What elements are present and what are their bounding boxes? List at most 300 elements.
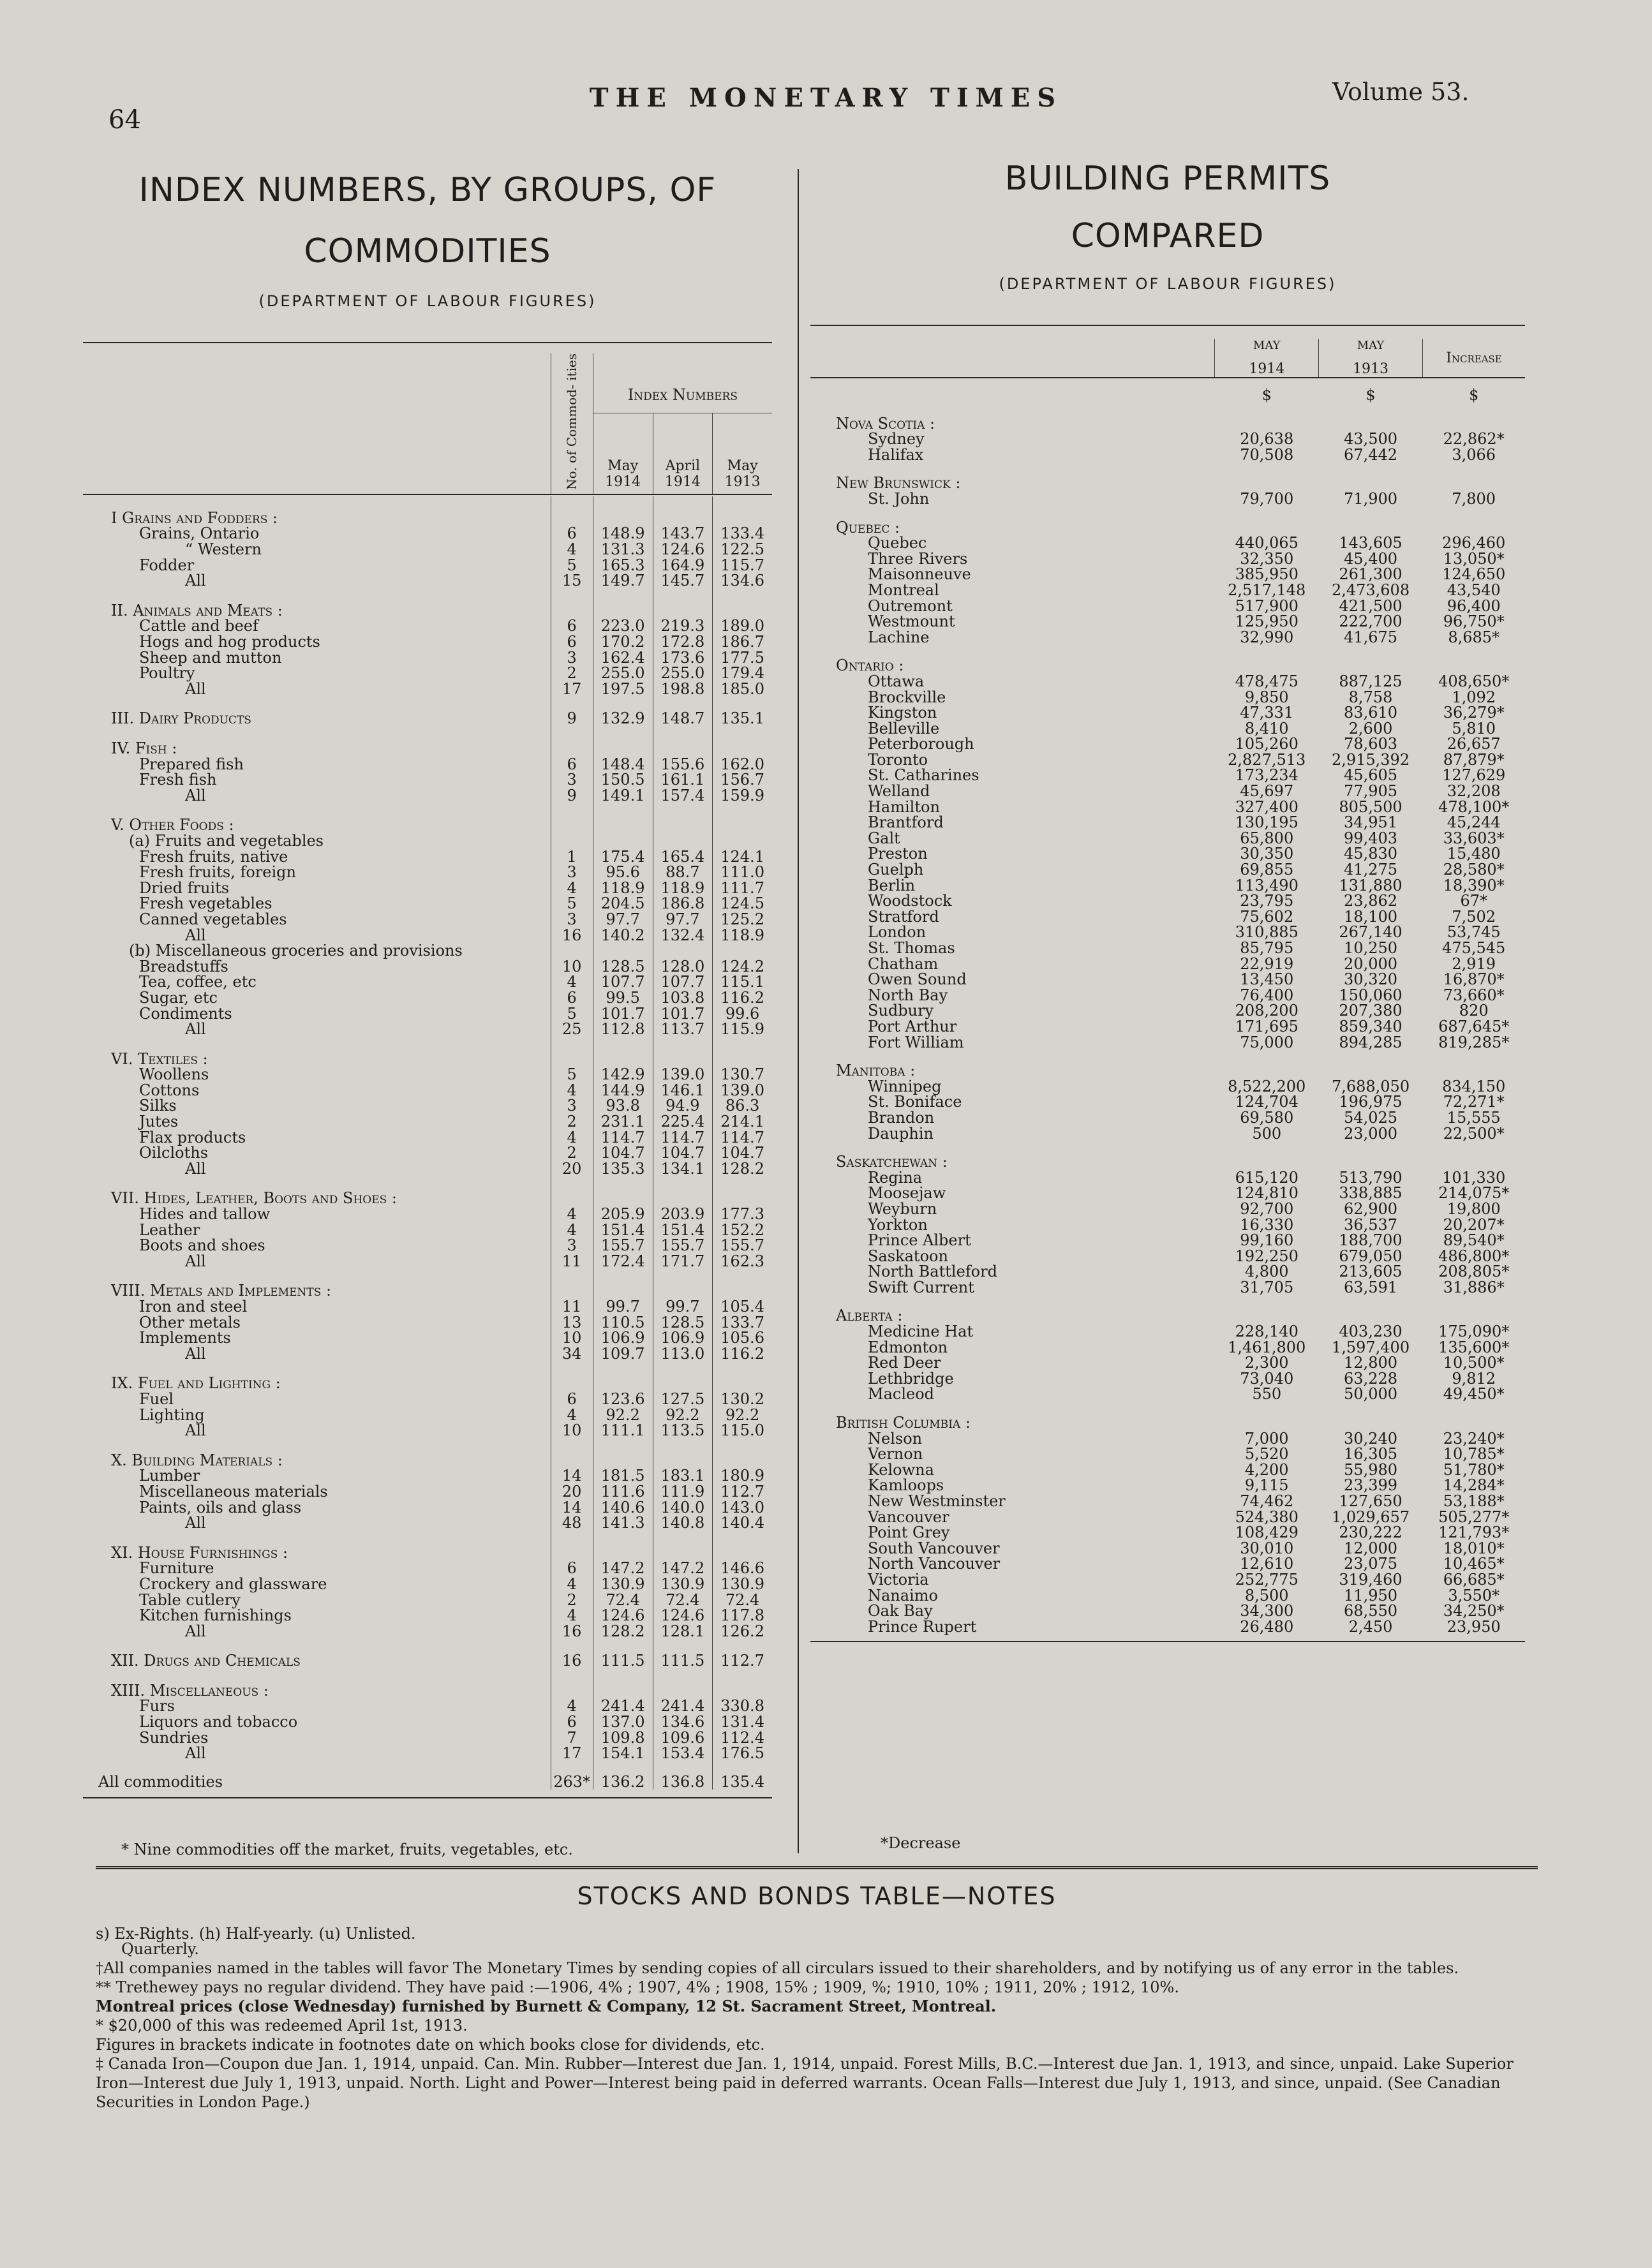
- index-row-may1914: 165.3: [593, 558, 653, 574]
- index-row-april1914: 130.9: [653, 1576, 713, 1592]
- index-row-name: All: [185, 1421, 206, 1440]
- permit-row-name: Maisonneuve: [868, 565, 971, 584]
- index-row-name: Boots and shoes: [139, 1236, 265, 1255]
- permit-row-may1913: 18,100: [1344, 907, 1398, 926]
- index-row-may1913: 152.2: [720, 1220, 764, 1239]
- permit-row-increase: 10,500*: [1443, 1354, 1505, 1372]
- index-row-may1914: 93.8: [593, 1098, 653, 1114]
- permit-row-increase: 408,650*: [1438, 672, 1510, 690]
- permit-row-increase: 36,279*: [1443, 704, 1505, 722]
- index-row-april1914: [653, 1269, 713, 1299]
- index-row-name: Prepared fish: [139, 755, 244, 773]
- permit-row-name: Stratford: [868, 907, 939, 926]
- index-row-april1914: 113.5: [653, 1423, 713, 1439]
- index-row-april1914: 241.4: [653, 1698, 713, 1714]
- index-row-name: All commodities: [98, 1772, 223, 1791]
- permit-row-may1914: 252,775: [1235, 1570, 1299, 1589]
- index-row-april1914: 225.4: [653, 1114, 713, 1130]
- permit-row-may1914: 171,695: [1235, 1017, 1299, 1035]
- permit-row-increase: 15,480: [1447, 845, 1501, 863]
- index-row-may1914: 132.9: [593, 697, 653, 727]
- permit-row-may1914: [1215, 1141, 1319, 1170]
- index-row-may1914: 147.2: [593, 1560, 653, 1576]
- permit-row-may1913: 267,140: [1339, 923, 1403, 942]
- permit-row-increase: [1422, 1141, 1525, 1170]
- permit-row-increase: 3,066: [1452, 445, 1496, 464]
- permit-row-name: Montreal: [868, 581, 939, 599]
- permits-footnote: *Decrease: [881, 1834, 961, 1852]
- index-row-may1913: 186.7: [720, 633, 764, 651]
- city-row: [810, 1019, 1525, 1035]
- index-row-april1914: 111.5: [653, 1639, 713, 1669]
- permit-row-name: Quebec :: [836, 518, 900, 537]
- index-row-may1913: 134.6: [720, 572, 764, 590]
- index-row-name: Lumber: [139, 1467, 200, 1485]
- index-footnote: * Nine commodities off the market, fruits, vegetables, etc.: [121, 1841, 573, 1858]
- index-row-april1914: [653, 803, 713, 833]
- city-row: [810, 1249, 1525, 1264]
- city-row: [810, 862, 1525, 878]
- index-row: [83, 1083, 772, 1099]
- permit-row-may1913: 188,700: [1339, 1231, 1403, 1250]
- permit-row-may1913: 23,399: [1344, 1476, 1398, 1495]
- permits-head-may1914: MAY 1914: [1215, 339, 1319, 378]
- permit-row-may1913: [1319, 403, 1423, 432]
- index-row: [83, 880, 772, 896]
- permit-row-increase: 208,805*: [1438, 1263, 1510, 1281]
- permit-row-may1914: [1215, 463, 1319, 491]
- city-row: [810, 431, 1525, 447]
- permit-row-may1913: 50,000: [1344, 1385, 1398, 1404]
- index-row-name: Sheep and mutton: [139, 648, 282, 667]
- permit-row-may1913: 62,900: [1344, 1199, 1398, 1218]
- index-row: [83, 1592, 772, 1608]
- note-line: * $20,000 of this was redeemed April 1st, 1913.: [96, 2017, 468, 2035]
- index-row-may1914: 223.0: [593, 618, 653, 634]
- province-row: [810, 1295, 1525, 1324]
- permit-row-increase: 16,870*: [1443, 970, 1505, 989]
- index-row: [83, 1346, 772, 1362]
- city-row: [810, 1035, 1525, 1051]
- index-subtitle: (DEPARTMENT OF LABOUR FIGURES): [258, 292, 597, 310]
- city-row: [810, 752, 1525, 768]
- permit-row-may1913: 11,950: [1344, 1586, 1398, 1605]
- index-row-count: [551, 1439, 593, 1469]
- permit-row-may1914: 13,450: [1240, 970, 1294, 989]
- index-row-may1914: [593, 833, 653, 849]
- city-row: [810, 1185, 1525, 1201]
- permit-row-increase: 72,271*: [1443, 1093, 1505, 1111]
- city-row: [810, 815, 1525, 831]
- index-row-may1913: 124.2: [720, 957, 764, 975]
- index-row-count: [551, 803, 593, 833]
- index-row-may1913: 146.6: [720, 1559, 764, 1578]
- index-row-april1914: 72.4: [653, 1592, 713, 1608]
- volume-label: Volume 53.: [1332, 78, 1470, 106]
- index-row-count: 11: [551, 1254, 593, 1270]
- index-row: [83, 665, 772, 681]
- index-row: [83, 1037, 772, 1067]
- city-row: [810, 1588, 1525, 1604]
- permit-row-may1913: [1319, 507, 1423, 536]
- permit-row-name: Halifax: [868, 445, 924, 464]
- index-row: [83, 1639, 772, 1669]
- index-row: [83, 1206, 772, 1222]
- permit-row-may1913: [1319, 1402, 1423, 1431]
- index-row-name: “ Western: [185, 540, 262, 559]
- permit-row-increase: 89,540*: [1443, 1231, 1505, 1250]
- permit-row-name: Alberta :: [836, 1307, 903, 1325]
- index-row-name: Miscellaneous materials: [139, 1482, 328, 1501]
- permit-row-name: South Vancouver: [868, 1539, 1000, 1557]
- index-row-name: Dried fruits: [139, 878, 230, 897]
- index-row-count: 4: [551, 974, 593, 990]
- province-row: [810, 507, 1525, 536]
- permit-row-increase: 20,207*: [1443, 1215, 1505, 1234]
- permit-row-increase: 34,250*: [1443, 1602, 1505, 1620]
- index-row-count: 6: [551, 1560, 593, 1576]
- permit-row-increase: 51,780*: [1443, 1460, 1505, 1479]
- currency-sign: $: [1469, 386, 1479, 404]
- permit-row-may1913: 513,790: [1339, 1168, 1403, 1187]
- permit-row-name: Preston: [868, 845, 928, 863]
- permit-row-increase: 26,657: [1447, 735, 1501, 753]
- index-row: [83, 974, 772, 990]
- index-row-may1913: 111.0: [720, 863, 764, 882]
- permit-row-increase: 23,240*: [1443, 1429, 1505, 1448]
- index-numbers-section: [83, 159, 772, 1834]
- index-row: [83, 788, 772, 804]
- index-row-may1913: 116.2: [720, 1344, 764, 1363]
- index-row-name: Fresh fruits, native: [139, 847, 288, 866]
- permit-row-may1913: 230,222: [1339, 1523, 1403, 1542]
- city-row: [810, 767, 1525, 783]
- city-row: [810, 1170, 1525, 1186]
- index-head-april1914: April 1914: [653, 413, 713, 494]
- permit-row-may1914: 440,065: [1235, 534, 1299, 552]
- city-row: [810, 1233, 1525, 1249]
- permit-row-may1913: 859,340: [1339, 1017, 1403, 1035]
- city-row: [810, 447, 1525, 463]
- permit-row-may1913: 887,125: [1339, 672, 1403, 690]
- index-row-may1914: 112.8: [593, 1021, 653, 1037]
- permits-table: [810, 339, 1525, 1634]
- index-row-name: Iron and steel: [139, 1298, 248, 1316]
- permit-row-may1913: 78,603: [1344, 735, 1398, 753]
- index-row-may1914: 123.6: [593, 1391, 653, 1407]
- index-row-may1914: 124.6: [593, 1608, 653, 1624]
- index-row: [83, 959, 772, 975]
- index-row-name: I Grains and Fodders :: [111, 508, 278, 527]
- permit-row-name: Ontario :: [836, 656, 904, 675]
- index-row-april1914: 88.7: [653, 864, 713, 880]
- permit-row-name: Yorkton: [868, 1215, 928, 1234]
- index-row-name: Liquors and tobacco: [139, 1713, 298, 1731]
- permit-row-increase: 32,208: [1447, 782, 1501, 801]
- index-row-may1914: 99.7: [593, 1299, 653, 1315]
- index-row-may1914: 141.3: [593, 1515, 653, 1531]
- permit-row-may1914: 105,260: [1235, 735, 1299, 753]
- index-title-line1: INDEX NUMBERS, BY GROUPS, OF: [138, 171, 717, 209]
- index-row-april1914: 134.6: [653, 1714, 713, 1730]
- permit-row-increase: 9,812: [1452, 1369, 1496, 1388]
- index-row-may1914: [593, 1176, 653, 1206]
- index-row-count: [551, 1669, 593, 1699]
- index-row-count: [551, 1176, 593, 1206]
- index-row-name: XI. House Furnishings :: [111, 1543, 288, 1562]
- index-row-april1914: 255.0: [653, 665, 713, 681]
- index-row-may1914: 204.5: [593, 896, 653, 912]
- index-row-count: 9: [551, 697, 593, 727]
- permit-row-increase: 819,285*: [1438, 1033, 1510, 1051]
- permit-row-name: Woodstock: [868, 892, 952, 910]
- permit-row-may1913: 2,473,608: [1331, 581, 1410, 599]
- index-row: [83, 1098, 772, 1114]
- index-row: [83, 496, 772, 526]
- city-row: [810, 630, 1525, 646]
- permit-row-may1913: 71,900: [1344, 489, 1398, 508]
- permit-row-increase: 43,540: [1447, 581, 1501, 599]
- index-row-may1913: 122.5: [720, 540, 764, 559]
- index-row-name: Leather: [139, 1220, 200, 1239]
- permit-row-may1913: 2,450: [1348, 1617, 1393, 1636]
- permit-row-increase: 53,188*: [1443, 1492, 1505, 1510]
- index-row-count: [551, 833, 593, 849]
- index-row-may1913: 116.2: [720, 988, 764, 1007]
- index-row-name: Sundries: [139, 1728, 209, 1747]
- permit-row-increase: 19,800: [1447, 1199, 1501, 1218]
- index-row-may1913: [713, 1037, 772, 1067]
- permit-row-increase: 3,550*: [1448, 1586, 1500, 1605]
- city-row: [810, 893, 1525, 909]
- permit-row-may1914: [1215, 1402, 1319, 1431]
- permit-row-name: Owen Sound: [868, 970, 967, 989]
- index-row-name: Implements: [139, 1329, 231, 1347]
- index-row-may1913: [713, 803, 772, 833]
- index-row-count: 14: [551, 1468, 593, 1484]
- index-head-count: No. of Commod- ities: [551, 353, 593, 494]
- permit-row-may1913: 10,250: [1344, 939, 1398, 957]
- permit-row-may1914: 76,400: [1240, 986, 1294, 1004]
- permit-row-may1913: 63,228: [1344, 1369, 1398, 1388]
- index-row-may1914: 144.9: [593, 1083, 653, 1099]
- index-row-may1914: 170.2: [593, 634, 653, 650]
- index-row-may1914: [593, 1269, 653, 1299]
- city-row: [810, 1541, 1525, 1557]
- note-line: †All companies named in the tables will favor The Monetary Times by sending copies of all circulars issued to their shareholders, and by notifying us of any error in the tables.: [96, 1959, 1459, 1977]
- permit-row-increase: 96,750*: [1443, 612, 1505, 631]
- permit-row-name: Vancouver: [868, 1508, 949, 1526]
- permit-row-may1913: 16,305: [1344, 1445, 1398, 1464]
- index-row-name: Cattle and beef: [139, 617, 258, 635]
- index-row: [83, 1006, 772, 1022]
- index-row-count: 6: [551, 618, 593, 634]
- index-row-count: [551, 1361, 593, 1391]
- index-row-name: All: [185, 1344, 206, 1363]
- city-row: [810, 1264, 1525, 1280]
- permit-row-name: St. Thomas: [868, 939, 955, 957]
- city-row: [810, 721, 1525, 737]
- index-row-count: [551, 496, 593, 526]
- permit-row-may1914: 327,400: [1235, 797, 1299, 816]
- index-row-may1914: [593, 1361, 653, 1391]
- permit-row-may1913: 54,025: [1344, 1108, 1398, 1127]
- index-row-april1914: 113.7: [653, 1021, 713, 1037]
- section-rule: [96, 1866, 1538, 1869]
- index-row-count: 4: [551, 1608, 593, 1624]
- index-row-may1913: 135.4: [720, 1772, 764, 1791]
- permits-title-line1: BUILDING PERMITS: [1004, 159, 1331, 198]
- index-row-may1913: [713, 1176, 772, 1206]
- index-row-may1914: 241.4: [593, 1698, 653, 1714]
- permits-title: [810, 150, 1525, 265]
- note-line: Figures in brackets indicate in footnotes date on which books close for dividends, etc.: [96, 2036, 765, 2054]
- permits-bottom-rule: [810, 1641, 1525, 1642]
- index-head-blank: [83, 353, 551, 413]
- index-row-april1914: 171.7: [653, 1254, 713, 1270]
- index-row-april1914: 155.6: [653, 757, 713, 773]
- index-row-april1914: 99.7: [653, 1299, 713, 1315]
- permit-row-may1914: 8,522,200: [1228, 1077, 1306, 1095]
- permit-row-increase: 73,660*: [1443, 986, 1505, 1004]
- city-row: [810, 799, 1525, 815]
- permit-row-may1914: 65,800: [1240, 829, 1294, 847]
- permit-row-increase: 820: [1459, 1002, 1489, 1020]
- permit-row-name: North Bay: [868, 986, 948, 1004]
- permit-row-may1914: 16,330: [1240, 1215, 1294, 1234]
- index-row-may1914: 99.5: [593, 990, 653, 1006]
- index-row-april1914: 147.2: [653, 1560, 713, 1576]
- permit-row-may1913: 131,880: [1339, 876, 1403, 894]
- index-row-april1914: 148.7: [653, 697, 713, 727]
- permit-row-may1913: 68,550: [1344, 1602, 1398, 1620]
- permit-row-may1914: 32,990: [1240, 628, 1294, 646]
- province-row: [810, 403, 1525, 432]
- index-row-may1914: 151.4: [593, 1222, 653, 1238]
- permit-row-may1914: 108,429: [1235, 1523, 1299, 1542]
- index-row-april1914: 128.5: [653, 1315, 713, 1331]
- index-row-may1914: 135.3: [593, 1161, 653, 1177]
- permit-row-name: Quebec: [868, 534, 927, 552]
- index-row: [83, 1468, 772, 1484]
- index-row-may1913: 177.3: [720, 1205, 764, 1224]
- permit-row-name: Prince Albert: [868, 1231, 971, 1250]
- permit-row-increase: 10,465*: [1443, 1555, 1505, 1573]
- index-row-may1913: 130.2: [720, 1390, 764, 1408]
- index-row-april1914: 94.9: [653, 1098, 713, 1114]
- index-row: [83, 1624, 772, 1640]
- index-row: [83, 1299, 772, 1315]
- index-row-april1914: 127.5: [653, 1391, 713, 1407]
- permit-row-may1914: 99,160: [1240, 1231, 1294, 1250]
- city-row: [810, 1478, 1525, 1493]
- index-row-name: Silks: [139, 1097, 177, 1115]
- province-row: [810, 463, 1525, 491]
- index-row: [83, 1698, 772, 1714]
- city-row: [810, 1003, 1525, 1019]
- index-row-name: Furniture: [139, 1559, 214, 1578]
- index-row-may1913: 126.2: [720, 1622, 764, 1640]
- permit-row-may1914: 4,800: [1244, 1263, 1289, 1281]
- permit-row-name: Point Grey: [868, 1523, 950, 1542]
- permit-row-increase: 49,450*: [1443, 1385, 1505, 1404]
- permit-row-may1914: 5,520: [1244, 1445, 1289, 1464]
- permits-table-body: [810, 403, 1525, 1635]
- index-row-count: 5: [551, 896, 593, 912]
- index-row-may1913: 104.7: [720, 1144, 764, 1162]
- permit-row-may1913: 127,650: [1339, 1492, 1403, 1510]
- index-row-count: 6: [551, 1391, 593, 1407]
- index-row-april1914: 97.7: [653, 912, 713, 928]
- index-row-may1913: 128.2: [720, 1159, 764, 1178]
- index-row-may1913: [713, 1531, 772, 1561]
- index-row-count: 6: [551, 990, 593, 1006]
- permit-row-may1913: 143,605: [1339, 534, 1403, 552]
- index-row-april1914: 128.0: [653, 959, 713, 975]
- index-row-april1914: 132.4: [653, 928, 713, 944]
- index-row: [83, 650, 772, 666]
- permit-row-may1913: 150,060: [1339, 986, 1403, 1004]
- index-row-count: 3: [551, 912, 593, 928]
- index-row-may1913: [713, 1269, 772, 1299]
- permit-row-increase: [1422, 507, 1525, 536]
- province-row: [810, 1141, 1525, 1170]
- index-row-april1914: 128.1: [653, 1624, 713, 1640]
- permit-row-increase: 31,886*: [1443, 1278, 1505, 1296]
- index-row-name: VI. Textiles :: [111, 1049, 208, 1068]
- permit-row-increase: 18,390*: [1443, 876, 1505, 894]
- index-row: [83, 1500, 772, 1516]
- permit-row-may1914: 524,380: [1235, 1508, 1299, 1526]
- index-row-may1913: 156.7: [720, 771, 764, 789]
- index-row-april1914: 114.7: [653, 1130, 713, 1146]
- index-row-name: X. Building Materials :: [111, 1451, 283, 1469]
- permit-row-may1914: 69,855: [1240, 861, 1294, 879]
- permit-row-name: Nova Scotia :: [836, 414, 935, 433]
- permit-row-may1914: 173,234: [1235, 766, 1299, 785]
- index-title-line2: COMMODITIES: [304, 232, 551, 271]
- index-row-name: Breadstuffs: [139, 957, 228, 975]
- permit-row-may1914: 73,040: [1240, 1369, 1294, 1388]
- currency-sign: $: [1261, 386, 1272, 404]
- index-row-april1914: 118.9: [653, 880, 713, 896]
- city-row: [810, 1619, 1525, 1635]
- index-row-april1914: 173.6: [653, 650, 713, 666]
- index-row-may1913: 115.0: [720, 1421, 764, 1440]
- index-row-may1913: 130.9: [720, 1575, 764, 1593]
- note-line: ** Trethewey pays no regular dividend. They have paid :—1906, 4% ; 1907, 4% ; 1908, 15% ; 1909, %; 1910, 10% ; 1911, 20% ; 1912, 10%.: [96, 1978, 1179, 1996]
- index-row-name: Paints, oils and glass: [139, 1498, 302, 1516]
- index-row-may1914: 104.7: [593, 1145, 653, 1161]
- index-row-may1914: 172.4: [593, 1254, 653, 1270]
- index-row-april1914: [653, 943, 713, 959]
- index-row-may1913: 214.1: [720, 1113, 764, 1131]
- index-row-may1914: 148.4: [593, 757, 653, 773]
- index-row-april1914: 151.4: [653, 1222, 713, 1238]
- permit-row-may1914: 228,140: [1235, 1323, 1299, 1341]
- index-row-count: 16: [551, 1639, 593, 1669]
- index-row-may1914: 106.9: [593, 1330, 653, 1346]
- permit-row-may1913: 77,905: [1344, 782, 1398, 801]
- index-row-may1913: 114.7: [720, 1128, 764, 1146]
- permit-row-may1914: 26,480: [1240, 1617, 1294, 1636]
- index-row-name: Grains, Ontario: [139, 524, 260, 543]
- index-row-count: 4: [551, 1083, 593, 1099]
- permit-row-may1914: [1215, 1050, 1319, 1079]
- permit-row-may1914: 615,120: [1235, 1168, 1299, 1187]
- permit-row-may1914: 45,697: [1240, 782, 1294, 801]
- index-row-april1914: 153.4: [653, 1745, 713, 1761]
